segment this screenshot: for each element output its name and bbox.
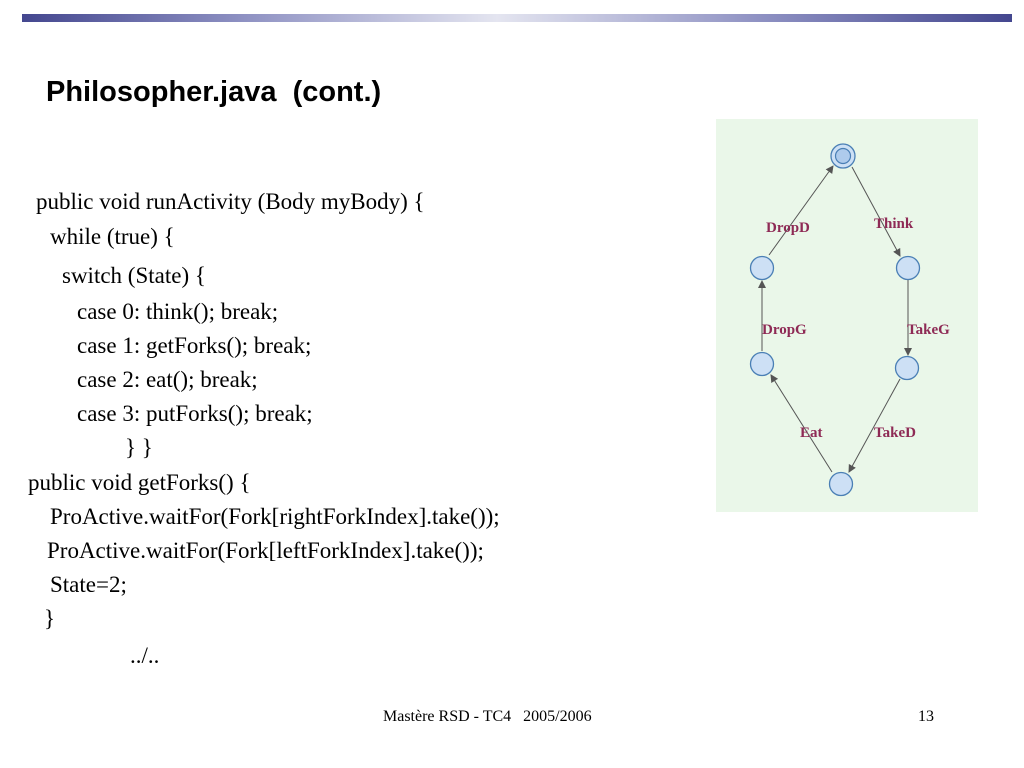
code-line-14: ../.. [130, 643, 160, 668]
state-node-left-top [751, 257, 774, 280]
footer-page-number: 13 [918, 708, 934, 725]
code-line-4: case 0: think(); break; [77, 299, 279, 324]
state-node-right-top [897, 257, 920, 280]
edge-eat [771, 375, 832, 472]
code-line-5: case 1: getForks(); break; [77, 333, 312, 358]
code-line-10: ProActive.waitFor(Fork[rightForkIndex].take()); [50, 504, 500, 529]
state-diagram-svg [716, 119, 978, 512]
code-line-7: case 3: putForks(); break; [77, 401, 313, 426]
code-line-9: public void getForks() { [28, 470, 251, 495]
state-node-bottom [830, 473, 853, 496]
edge-think [852, 167, 900, 256]
code-line-2: while (true) { [50, 224, 175, 249]
code-line-11: ProActive.waitFor(Fork[leftForkIndex].take()); [47, 538, 484, 563]
code-line-13: } [44, 606, 56, 631]
state-node-left-bottom [751, 353, 774, 376]
edge-dropd [769, 166, 833, 255]
edge-label-dropd: DropD [766, 220, 810, 236]
state-node-right-bottom [896, 357, 919, 380]
edge-label-dropg: DropG [762, 322, 807, 338]
slide-title: Philosopher.java (cont.) [46, 76, 382, 108]
code-line-1: public void runActivity (Body myBody) { [36, 189, 425, 214]
header-gradient-bar [22, 14, 1012, 22]
code-line-3: switch (State) { [62, 263, 206, 288]
edge-label-think: Think [874, 216, 914, 232]
code-line-6: case 2: eat(); break; [77, 367, 258, 392]
edge-label-eat: Eat [800, 425, 823, 441]
edge-label-takeg: TakeG [907, 322, 950, 338]
code-line-8: } } [125, 435, 153, 460]
footer-course: Mastère RSD - TC4 2005/2006 [383, 708, 592, 725]
state-node-initial-inner [836, 149, 851, 164]
edge-label-taked: TakeD [874, 425, 916, 441]
code-line-12: State=2; [50, 572, 127, 597]
state-diagram [716, 119, 978, 512]
